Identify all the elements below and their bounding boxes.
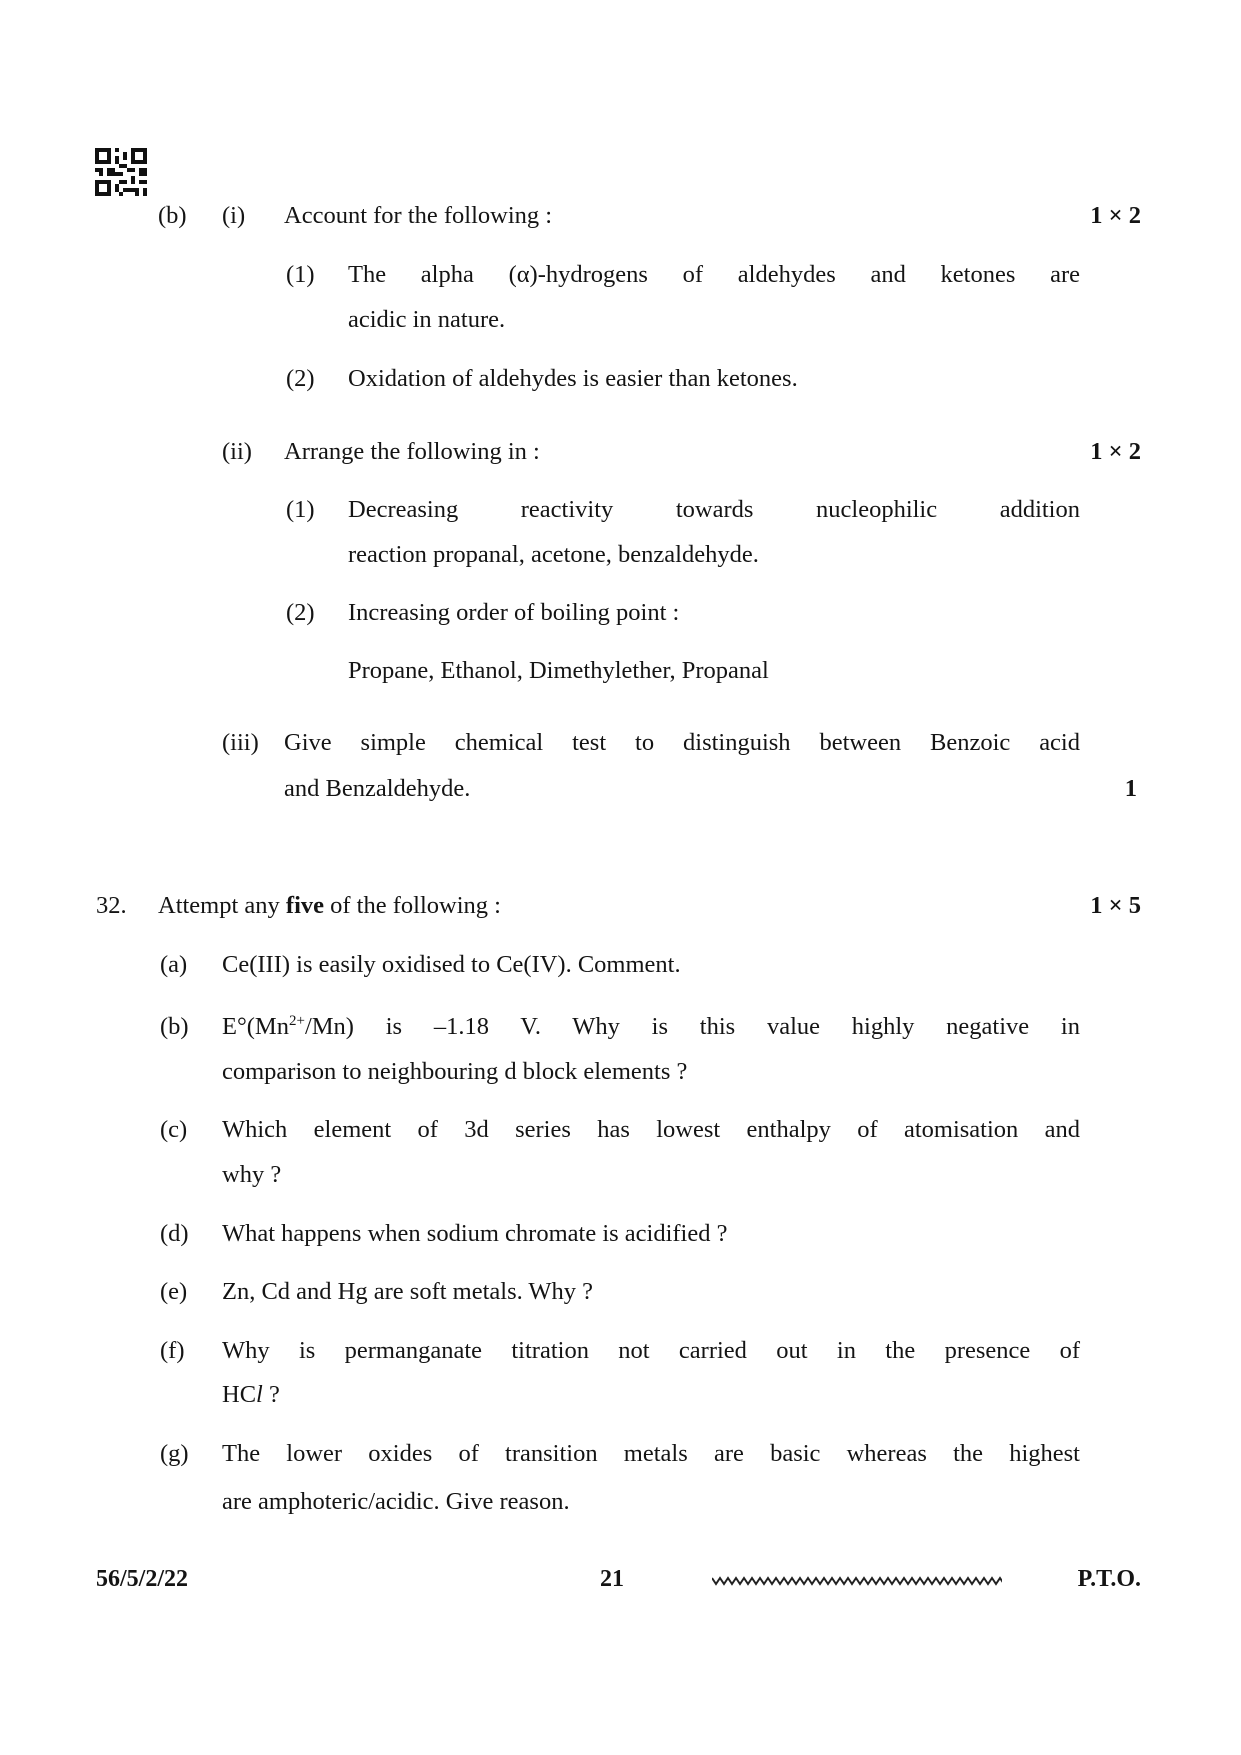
q32-b-label: (b) — [160, 1013, 189, 1040]
q32-b-line1-sup: 2+ — [288, 1012, 305, 1029]
q32-g-line1: The lower oxides of transition metals are basic whereas the highest — [222, 1440, 1080, 1467]
b-ii-item-2-num: (2) — [286, 599, 315, 626]
b-ii-item-2-line2: Propane, Ethanol, Dimethylether, Propanal — [348, 657, 769, 684]
q32-a-label: (a) — [160, 951, 188, 978]
q32-b-line2: comparison to neighbouring d block elements ? — [222, 1058, 688, 1085]
q32-f-line1: Why is permanganate titration not carried out in the presence of — [222, 1337, 1080, 1364]
b-i-item-1-line2: acidic in nature. — [348, 306, 506, 333]
q32-number: 32. — [96, 892, 127, 919]
part-b-ii-heading: Arrange the following in : — [284, 438, 540, 465]
q32-e-line1: Zn, Cd and Hg are soft metals. Why ? — [222, 1278, 594, 1305]
q32-f-line2 — [222, 1381, 280, 1409]
q32-f-label: (f) — [160, 1337, 185, 1364]
b-i-item-1-line1: The alpha (α)-hydrogens of aldehydes and ketones are — [348, 261, 1080, 288]
q32-b-line1 — [222, 1013, 1080, 1041]
part-b-label: (b) — [158, 202, 187, 229]
q32-intro-post: of the following : — [330, 892, 501, 919]
q32-f-line2-italic: l — [256, 1381, 263, 1408]
part-b-iii-label: (iii) — [222, 729, 259, 756]
part-b-i-marks: 1 × 2 — [1090, 202, 1141, 229]
part-b-iii-line1: Give simple chemical test to distinguish between Benzoic acid — [284, 729, 1080, 756]
wavy-line-icon — [712, 1574, 1002, 1588]
footer-code: 56/5/2/22 — [96, 1566, 189, 1592]
footer-pto: P.T.O. — [1077, 1566, 1141, 1592]
footer-page-number: 21 — [600, 1566, 624, 1592]
b-i-item-2-line1: Oxidation of aldehydes is easier than ketones. — [348, 365, 798, 392]
b-ii-item-1-line1: Decreasing reactivity towards nucleophilic addition — [348, 496, 1080, 523]
q32-marks: 1 × 5 — [1090, 892, 1141, 919]
q32-d-label: (d) — [160, 1220, 189, 1247]
q32-a-line1: Ce(III) is easily oxidised to Ce(IV). Comment. — [222, 951, 681, 978]
part-b-i-heading: Account for the following : — [284, 202, 553, 229]
q32-g-label: (g) — [160, 1440, 189, 1467]
q32-intro — [158, 892, 501, 920]
q32-g-line2: are amphoteric/acidic. Give reason. — [222, 1488, 570, 1515]
b-i-item-2-num: (2) — [286, 365, 315, 392]
part-b-iii-line2: and Benzaldehyde. — [284, 775, 471, 802]
qr-code-icon — [95, 147, 147, 197]
b-i-item-1-num: (1) — [286, 261, 315, 288]
part-b-iii-marks: 1 — [1124, 775, 1137, 802]
q32-e-label: (e) — [160, 1278, 188, 1305]
q32-d-line1: What happens when sodium chromate is acidified ? — [222, 1220, 728, 1247]
b-ii-item-1-num: (1) — [286, 496, 315, 523]
q32-intro-bold: five — [285, 892, 325, 919]
part-b-ii-marks: 1 × 2 — [1090, 438, 1141, 465]
q32-b-line1-post: /Mn) is –1.18 V. Why is this value highly negative in — [304, 1013, 1080, 1040]
q32-f-line2-post: ? — [262, 1381, 280, 1408]
b-ii-item-1-line2: reaction propanal, acetone, benzaldehyde. — [348, 541, 759, 568]
q32-f-line2-pre: HC — [222, 1381, 257, 1408]
b-ii-item-2-line1: Increasing order of boiling point : — [348, 599, 680, 626]
part-b-ii-label: (ii) — [222, 438, 252, 465]
q32-intro-pre: Attempt any — [158, 892, 280, 919]
q32-c-label: (c) — [160, 1116, 188, 1143]
q32-b-line1-pre: E°(Mn — [222, 1013, 289, 1040]
part-b-i-label: (i) — [222, 202, 246, 229]
q32-c-line1: Which element of 3d series has lowest enthalpy of atomisation and — [222, 1116, 1080, 1143]
q32-c-line2: why ? — [222, 1161, 282, 1188]
